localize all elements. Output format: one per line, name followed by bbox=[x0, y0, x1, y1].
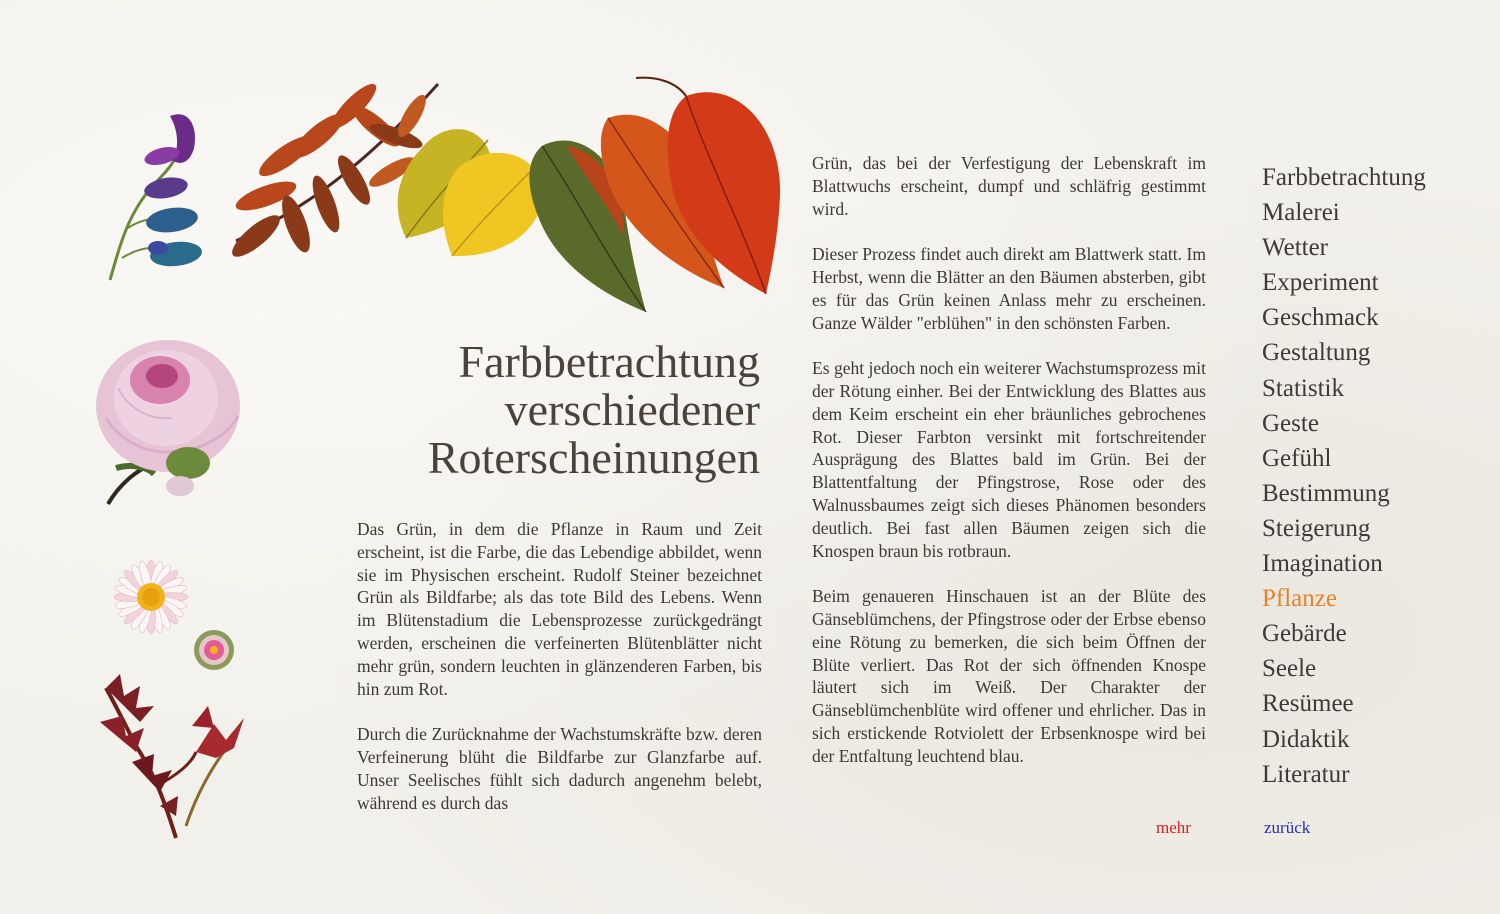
nav-item-gestaltung[interactable]: Gestaltung bbox=[1262, 339, 1371, 367]
nav-item-wetter[interactable]: Wetter bbox=[1262, 234, 1329, 262]
main-navigation bbox=[1262, 160, 1426, 792]
paragraph: Beim genaueren Hinschauen ist an der Blüte des Gänseblümchens, der Pfingstrose oder der Erbse ebenso eine Rötung zu bemerken, die sich beim Öffnen der Blüte verliert. Das Rot der sich öffnenden Knospe läutert sich im Weiß. Der Charakter der Gänseblümchenblüte wird offener und ehrlicher. Das in sich erstickende Rotviolett der Erbsenknospe wird bei der Entfaltung leuchtend blau. bbox=[812, 586, 1206, 766]
nav-item-geschmack[interactable]: Geschmack bbox=[1262, 304, 1379, 332]
title-line: Farbbetrachtung bbox=[458, 336, 760, 387]
nav-item-didaktik[interactable]: Didaktik bbox=[1262, 725, 1350, 753]
title-line: verschiedener bbox=[504, 384, 760, 435]
daisy-icon bbox=[114, 560, 188, 634]
paragraph: Grün, das bei der Verfestigung der Lebenskraft im Blattwuchs erscheint, dumpf und schläfrig gestimmt wird. bbox=[812, 153, 1206, 219]
nav-item-farbbetrachtung[interactable]: Farbbetrachtung bbox=[1262, 164, 1426, 191]
nav-item-imagination[interactable]: Imagination bbox=[1262, 550, 1383, 578]
more-link[interactable]: mehr bbox=[1156, 818, 1191, 837]
article-column-left bbox=[357, 518, 762, 837]
title-line: Roterscheinungen bbox=[427, 432, 760, 483]
autumn-leaves-icon bbox=[226, 76, 786, 316]
nav-item-bestimmung[interactable]: Bestimmung bbox=[1262, 479, 1390, 507]
nav-item-geste[interactable]: Geste bbox=[1262, 409, 1319, 437]
article-column-right bbox=[812, 152, 1206, 790]
nav-item-steigerung[interactable]: Steigerung bbox=[1262, 514, 1371, 542]
page-title bbox=[300, 338, 760, 482]
paragraph: Das Grün, in dem die Pflanze in Raum und Zeit erscheint, ist die Farbe, die das Lebendige abbildet, wenn sie im Physischen erscheint. Rudolf Steiner bezeichnet Grün als Bildfarbe; als das tote Bild des Lebens. Wenn im Blütenstadium die Lebensprozesse zurückgedrängt werden, erscheinen die verfeinerten Blütenblätter nicht mehr grün, sondern leuchten in glänzenderen Farben, bis hin zum Rot. bbox=[357, 519, 762, 699]
peony-icon bbox=[88, 328, 243, 506]
nav-item-seele[interactable]: Seele bbox=[1262, 655, 1317, 683]
paragraph: Dieser Prozess findet auch direkt am Blattwerk statt. Im Herbst, wenn die Blätter an den Bäumen absterben, gibt es für das Grün keinen Anlass mehr zu erscheinen. Ganze Wälder "erblühen" in den schönsten Farben. bbox=[812, 244, 1206, 333]
nav-item-pflanze[interactable]: Pflanze bbox=[1262, 585, 1337, 613]
nav-item-statistik[interactable]: Statistik bbox=[1262, 374, 1344, 402]
nav-item-malerei[interactable]: Malerei bbox=[1262, 199, 1340, 227]
nav-item-gebaerde[interactable]: Gebärde bbox=[1262, 620, 1347, 648]
nav-item-resuemee[interactable]: Resümee bbox=[1262, 690, 1354, 718]
pea-blossom-icon bbox=[100, 108, 210, 288]
nav-item-experiment[interactable]: Experiment bbox=[1262, 269, 1379, 297]
paragraph: Es geht jedoch noch ein weiterer Wachstumsprozess mit der Rötung einher. Bei der Entwicklung des Blattes aus dem Keim erscheint ein eher bräunliches gebrochenes Rot. Dieser Farbton versinkt mit fortschreitender Ausprägung des Blattes bald im Grün. Bei der Blattentfaltung der Pfingstrose, Rose oder des Walnussbaumes zeigt sich dieses Phänomen besonders deutlich. Bei fast allen Bäumen zeigen sich die Knospen braun bis rotbraun. bbox=[812, 358, 1206, 561]
nav-item-literatur[interactable]: Literatur bbox=[1262, 760, 1350, 788]
paragraph: Durch die Zurücknahme der Wachstumskräfte bzw. deren Verfeinerung blüht die Bildfarbe zur Glanzfarbe auf. Unser Seelisches fühlt sich dadurch angenehm belebt, während es durch das bbox=[357, 724, 762, 813]
back-link[interactable]: zurück bbox=[1264, 818, 1311, 837]
nav-item-gefuehl[interactable]: Gefühl bbox=[1262, 444, 1332, 472]
red-shoot-icon bbox=[96, 666, 248, 842]
